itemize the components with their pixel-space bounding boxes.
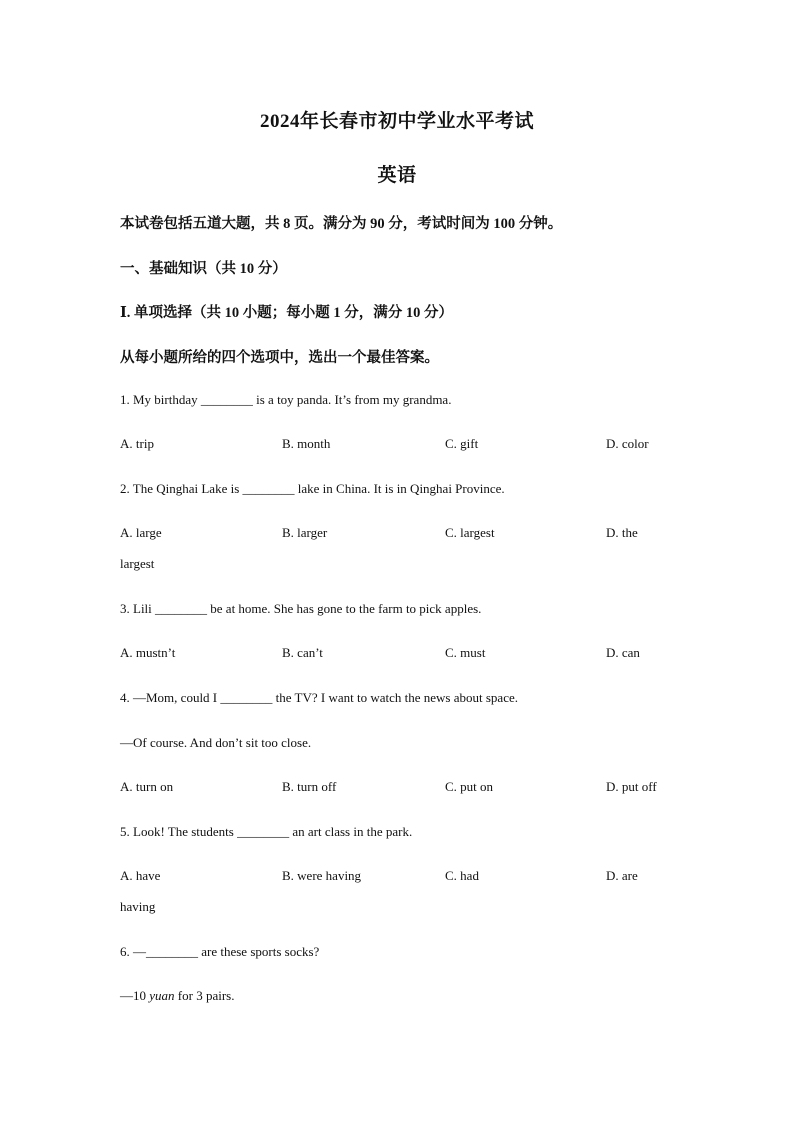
option-c: C. put on [445, 779, 494, 794]
option-a: A. have [120, 868, 161, 883]
option-a: A. large [120, 525, 162, 540]
option-d-continuation: having [120, 899, 156, 914]
option-d: D. the [606, 525, 638, 540]
option-b: B. can’t [282, 645, 323, 660]
option-d: D. color [606, 436, 649, 451]
question-stem: 5. Look! The students ________ an art class in the park. [120, 824, 413, 839]
question-stem: 6. —________ are these sports socks? [120, 944, 320, 959]
option-b: B. were having [282, 868, 362, 883]
option-c: C. largest [445, 525, 495, 540]
subject-title: 英语 [377, 165, 417, 186]
dialogue-reply [120, 988, 234, 1004]
option-d: D. put off [606, 779, 657, 794]
instruction: 从每小题所给的四个选项中，选出一个最佳答案。 [120, 350, 439, 366]
option-b: B. turn off [282, 779, 337, 794]
option-b: B. month [282, 436, 331, 451]
option-a: A. mustn’t [120, 645, 176, 660]
reply-prefix: —10 [120, 988, 150, 1003]
reply-suffix: for 3 pairs. [174, 988, 235, 1003]
section-heading: 一、基础知识（共 10 分） [120, 261, 287, 277]
question-stem: 3. Lili ________ be at home. She has gone to the farm to pick apples. [120, 601, 482, 616]
option-a: A. trip [120, 436, 154, 451]
dialogue-reply: —Of course. And don’t sit too close. [120, 735, 312, 750]
part-heading: Ⅰ. 单项选择（共 10 小题；每小题 1 分，满分 10 分） [120, 305, 454, 321]
question-stem: 1. My birthday ________ is a toy panda. It’s from my grandma. [120, 392, 452, 407]
question-stem: 2. The Qinghai Lake is ________ lake in China. It is in Qinghai Province. [120, 481, 505, 496]
option-b: B. larger [282, 525, 328, 540]
exam-intro: 本试卷包括五道大题，共 8 页。满分为 90 分，考试时间为 100 分钟。 [120, 216, 563, 232]
option-c: C. gift [445, 436, 479, 451]
option-d-continuation: largest [120, 556, 155, 571]
exam-title: 2024年长春市初中学业水平考试 [259, 111, 534, 132]
option-c: C. had [445, 868, 479, 883]
reply-italic-word: yuan [149, 988, 175, 1003]
option-d: D. can [606, 645, 640, 660]
option-a: A. turn on [120, 779, 174, 794]
option-c: C. must [445, 645, 486, 660]
question-stem: 4. —Mom, could I ________ the TV? I want to watch the news about space. [120, 690, 518, 705]
option-d: D. are [606, 868, 638, 883]
